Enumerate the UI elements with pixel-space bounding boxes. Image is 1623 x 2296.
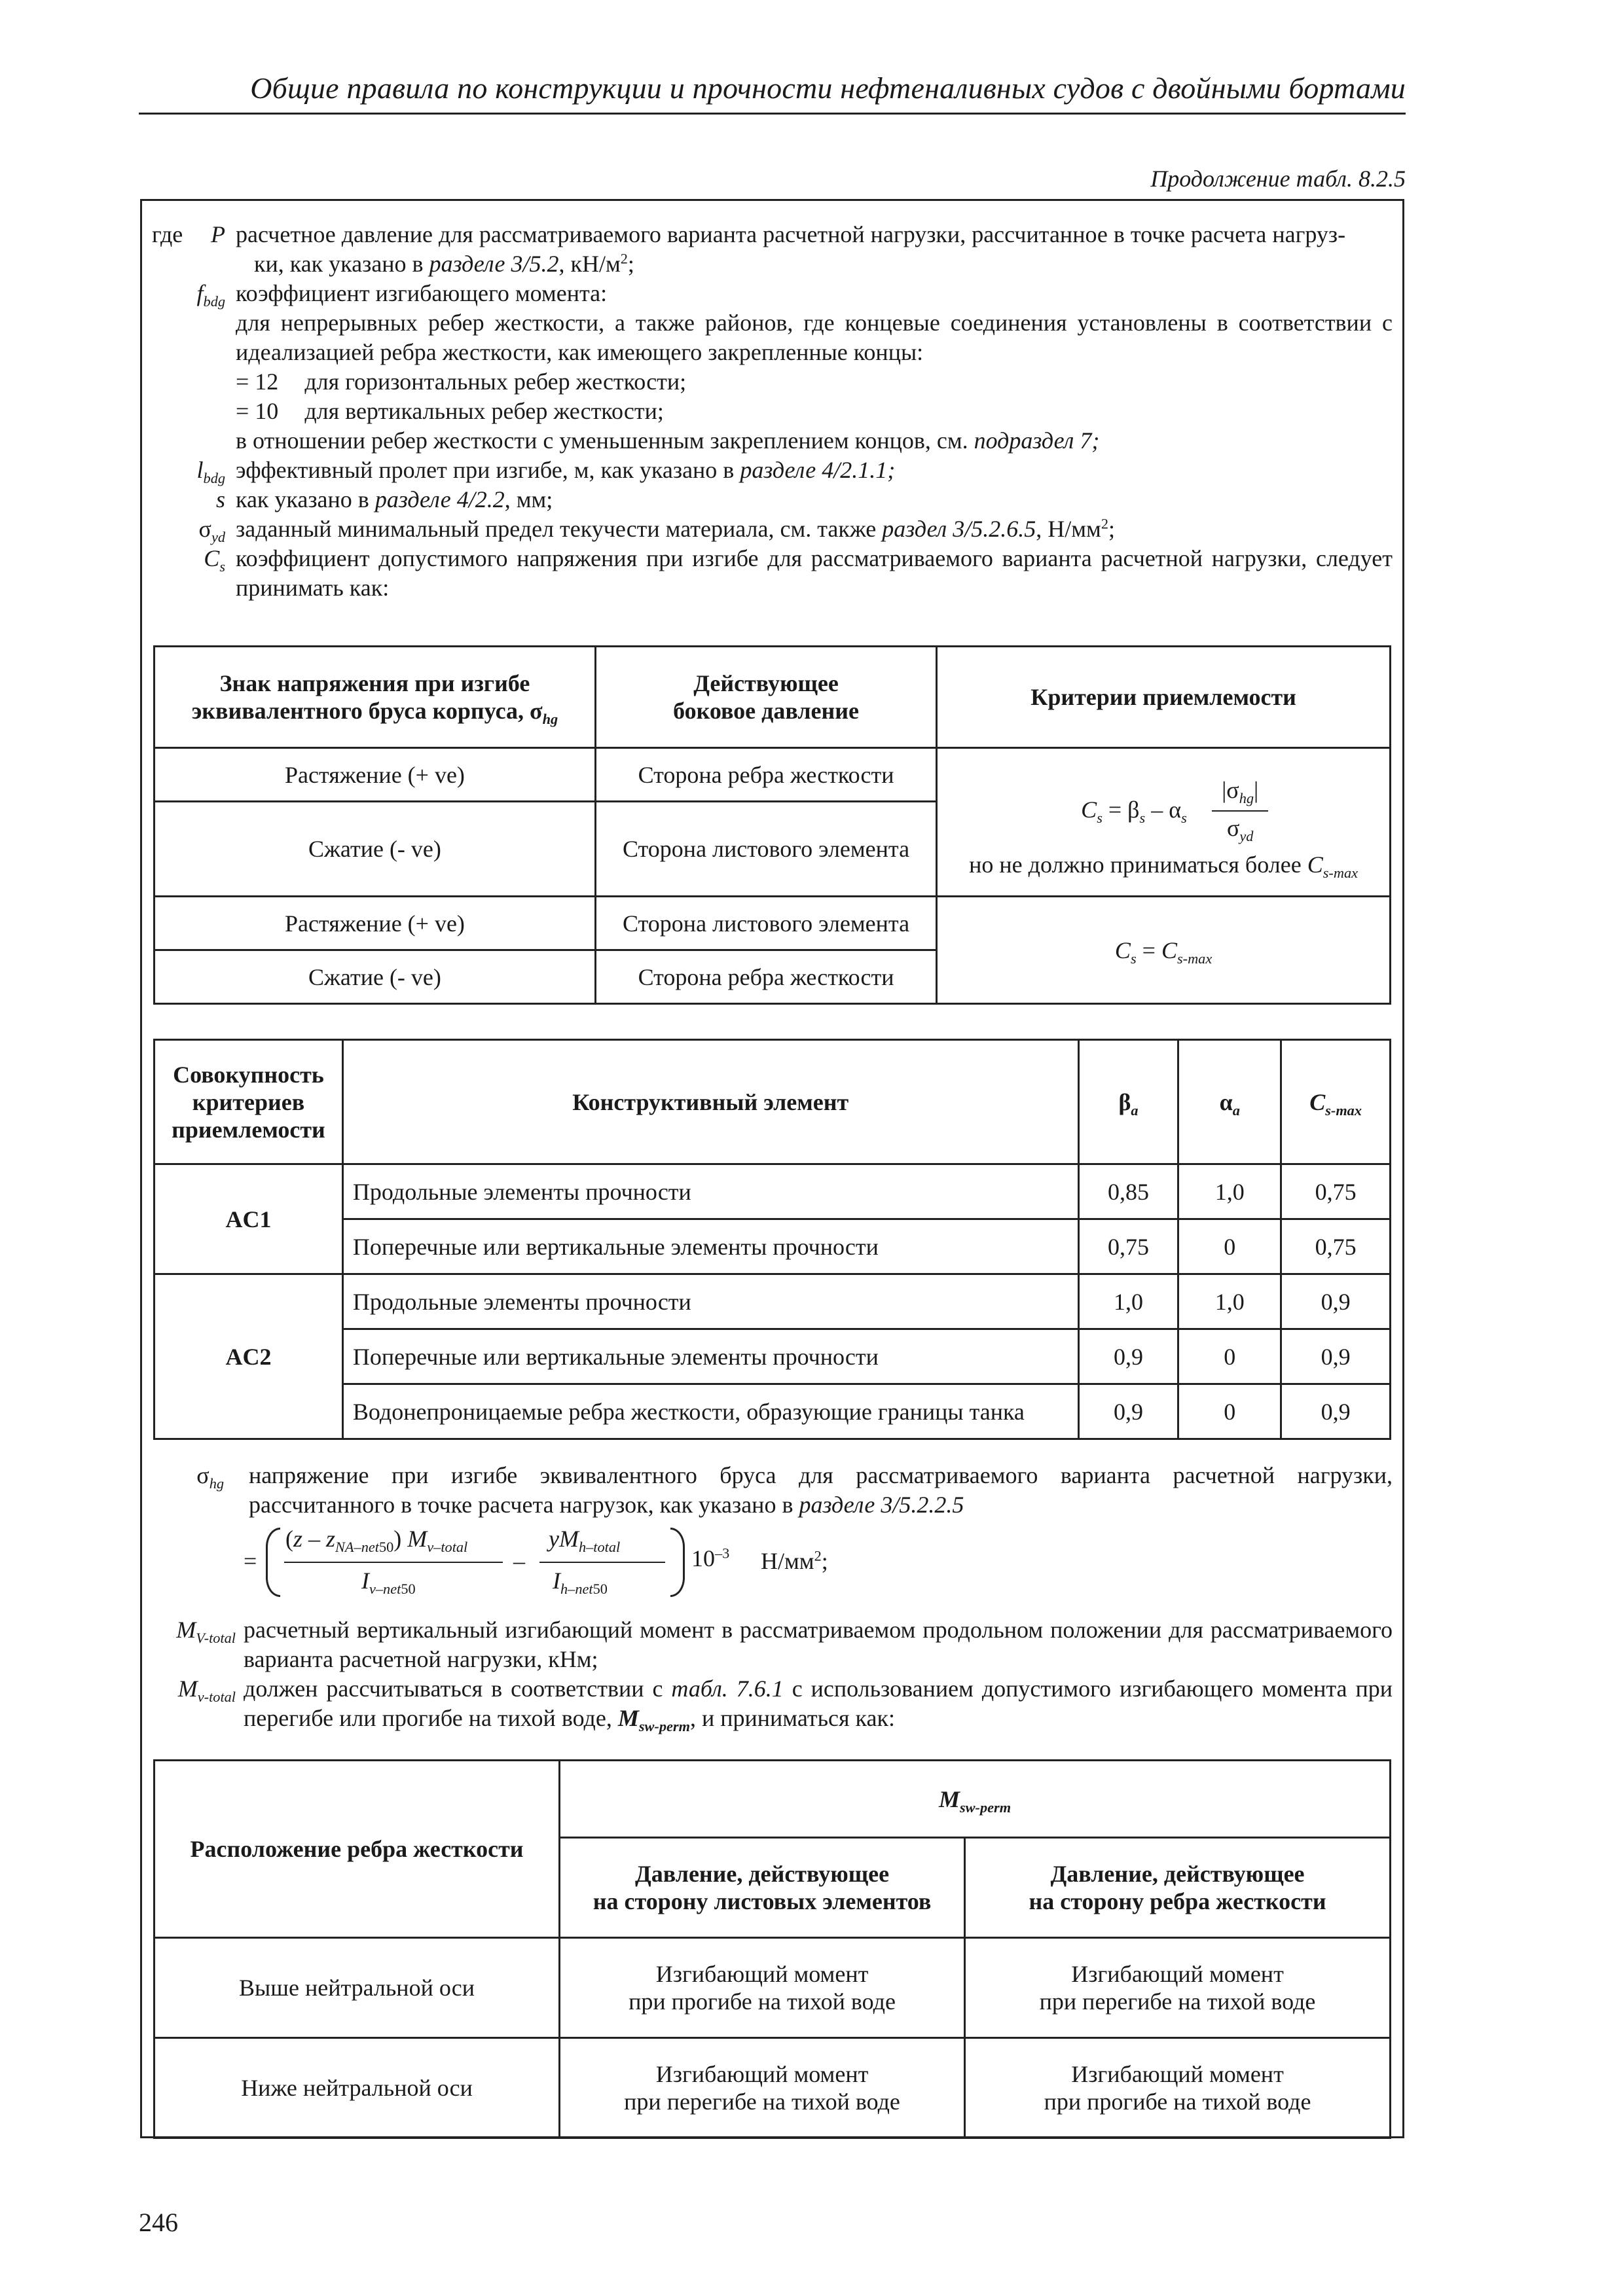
cell-element: Продольные элементы прочности bbox=[342, 1274, 1078, 1329]
moment-definitions bbox=[152, 1615, 1393, 1733]
cell-alpha: 1,0 bbox=[1178, 1274, 1281, 1329]
cell-alpha: 0 bbox=[1178, 1219, 1281, 1274]
acceptance-criteria-table bbox=[153, 645, 1391, 1005]
def-P: где P расчетное давление для рассматриваемого варианта расчетной нагрузки, рассчитанное в точке расчета нагруз- ки, как указано в разделе 3/5.2, $кН/м^2$; bbox=[152, 221, 1346, 277]
cell-pressure: Сторона ребра жесткости bbox=[595, 950, 936, 1004]
cell-stiffener-side: Изгибающий момент при прогибе на тихой воде bbox=[965, 2038, 1391, 2138]
def-symbol: $\sigma_{yd}$ bbox=[198, 516, 225, 545]
def-symbol: s bbox=[215, 486, 225, 512]
col-header-element: Конструктивный элемент bbox=[342, 1040, 1078, 1164]
cell-criteria-formula: $C_s = \beta_s - \alpha_s$ $|\sigma_{hg}|$ $\sigma_{yd}$ но не должно приниматься более $C_{s-max}$ bbox=[937, 748, 1391, 897]
cell-plate-side: Изгибающий момент при перегибе на тихой воде bbox=[560, 2038, 965, 2138]
def-symbol: P bbox=[211, 221, 225, 247]
fraction-bar bbox=[284, 1562, 503, 1563]
def-fbdg: $f_{bdg}$ коэффициент изгибающего момента: для непрерывных ребер жесткости, а также районов, где концевые соединения установлены в соответствии с идеализацией ребра жесткости, как имеющего закрепленные концы: = 12 для горизонтальных ребер жесткости; = 10 для вертикальных ребер жесткости; в отношении ребер жесткости с уменьшенным закреплением концов, см. подраздел 7; bbox=[152, 279, 1393, 456]
def-symbol: $l_{bdg}$ bbox=[196, 457, 225, 486]
def-symbol: $M_{v-total}$ bbox=[177, 1676, 236, 1705]
cell-sign: Сжатие (- ve) bbox=[155, 802, 596, 897]
cell-criteria-max: $C_s = C_{s-max}$ bbox=[937, 897, 1391, 1004]
def-sigma-yd: $\sigma_{yd}$ заданный минимальный предел текучести материала, см. также раздел 3/5.2.6.5, $Н/мм^2$; bbox=[152, 514, 1393, 544]
def-MV-total: $M_{V-total}$ расчетный вертикальный изгибающий момент в рассматриваемом продольном положении для рассматриваемого варианта расчетной нагрузки, кНм; bbox=[152, 1615, 1393, 1674]
col-header-stiffener-side: Давление, действующее на сторону ребра жесткости bbox=[965, 1838, 1391, 1938]
cell-pressure: Сторона листового элемента bbox=[595, 802, 936, 897]
cell-alpha: 0 bbox=[1178, 1384, 1281, 1439]
fraction-bar bbox=[539, 1562, 665, 1563]
def-symbol: $M_{V-total}$ bbox=[176, 1617, 236, 1646]
col-header-msw-perm: $M_{sw-perm}$ bbox=[560, 1761, 1391, 1838]
col-header-cs-max: $C_{s-max}$ bbox=[1281, 1040, 1391, 1164]
cell-beta: 0,85 bbox=[1078, 1164, 1178, 1219]
coefficients-table bbox=[153, 1039, 1391, 1440]
cell-sign: Сжатие (- ve) bbox=[155, 950, 596, 1004]
cell-element: Поперечные или вертикальные элементы прочности bbox=[342, 1329, 1078, 1384]
moment-selection-table bbox=[153, 1759, 1391, 2139]
left-paren bbox=[266, 1528, 280, 1597]
cell-sign: Растяжение (+ ve) bbox=[155, 748, 596, 802]
col-header-criteria: Критерии приемлемости bbox=[937, 647, 1391, 748]
cell-beta: 1,0 bbox=[1078, 1274, 1178, 1329]
cell-alpha: 1,0 bbox=[1178, 1164, 1281, 1219]
def-lbdg: $l_{bdg}$ эффективный пролет при изгибе, м, как указано в разделе 4/2.1.1; bbox=[152, 456, 1393, 485]
cell-cs-max: 0,9 bbox=[1281, 1384, 1391, 1439]
header-rule bbox=[139, 113, 1406, 115]
continuation-label: Продолжение табл. 8.2.5 bbox=[1150, 166, 1406, 192]
cell-cs-max: 0,75 bbox=[1281, 1164, 1391, 1219]
col-header-beta: $\beta_a$ bbox=[1078, 1040, 1178, 1164]
group-name: AC1 bbox=[155, 1164, 343, 1274]
cell-beta: 0,9 bbox=[1078, 1384, 1178, 1439]
cell-location: Ниже нейтральной оси bbox=[155, 2038, 560, 2138]
cell-plate-side: Изгибающий момент при прогибе на тихой воде bbox=[560, 1938, 965, 2038]
cell-pressure: Сторона листового элемента bbox=[595, 897, 936, 950]
cell-cs-max: 0,9 bbox=[1281, 1274, 1391, 1329]
col-header-alpha: $\alpha_a$ bbox=[1178, 1040, 1281, 1164]
where-word: где bbox=[152, 221, 183, 247]
cell-pressure: Сторона ребра жесткости bbox=[595, 748, 936, 802]
col-header-set: Совокупность критериев приемлемости bbox=[155, 1040, 343, 1164]
cell-cs-max: 0,75 bbox=[1281, 1219, 1391, 1274]
col-header-stress-sign: Знак напряжения при изгибе эквивалентного бруса корпуса, $\sigma_{hg}$ bbox=[155, 647, 596, 748]
running-header: Общие правила по конструкции и прочности нефтеналивных судов с двойными бортами bbox=[250, 71, 1406, 105]
def-symbol: $\sigma_{hg}$ bbox=[196, 1462, 224, 1492]
def-Mv-total: $M_{v-total}$ должен рассчитываться в соответствии с табл. 7.6.1 с использованием допустимого изгибающего момента при перегибе или прогибе на тихой воде, $M_{sw-perm}$, и приниматься как: bbox=[152, 1674, 1393, 1733]
cell-location: Выше нейтральной оси bbox=[155, 1938, 560, 2038]
cell-beta: 0,75 bbox=[1078, 1219, 1178, 1274]
page-number: 246 bbox=[139, 2208, 178, 2237]
cell-alpha: 0 bbox=[1178, 1329, 1281, 1384]
col-header-pressure: Действующее боковое давление bbox=[595, 647, 936, 748]
cell-cs-max: 0,9 bbox=[1281, 1329, 1391, 1384]
def-s: s как указано в разделе 4/2.2, мм; bbox=[152, 485, 1393, 514]
definitions-block bbox=[152, 220, 1393, 603]
cell-sign: Растяжение (+ ve) bbox=[155, 897, 596, 950]
cell-element: Водонепроницаемые ребра жесткости, образующие границы танка bbox=[342, 1384, 1078, 1439]
cell-stiffener-side: Изгибающий момент при перегибе на тихой воде bbox=[965, 1938, 1391, 2038]
def-sigma-hg: $\sigma_{hg}$ напряжение при изгибе эквивалентного бруса для рассматриваемого варианта расчетной нагрузки, рассчитанного в точке расчета нагрузок, как указано в разделе 3/5.2.2.5 bbox=[152, 1461, 1393, 1520]
cell-element: Поперечные или вертикальные элементы прочности bbox=[342, 1219, 1078, 1274]
def-Cs: $C_s$ коэффициент допустимого напряжения при изгибе для рассматриваемого варианта расчетной нагрузки, следует принимать как: bbox=[152, 544, 1393, 603]
group-name: AC2 bbox=[155, 1274, 343, 1439]
def-symbol: $f_{bdg}$ bbox=[196, 280, 225, 310]
cell-element: Продольные элементы прочности bbox=[342, 1164, 1078, 1219]
col-header-location: Расположение ребра жесткости bbox=[155, 1761, 560, 1938]
right-paren bbox=[670, 1528, 685, 1597]
def-symbol: $C_s$ bbox=[204, 545, 225, 575]
cell-beta: 0,9 bbox=[1078, 1329, 1178, 1384]
col-header-plate-side: Давление, действующее на сторону листовых элементов bbox=[560, 1838, 965, 1938]
